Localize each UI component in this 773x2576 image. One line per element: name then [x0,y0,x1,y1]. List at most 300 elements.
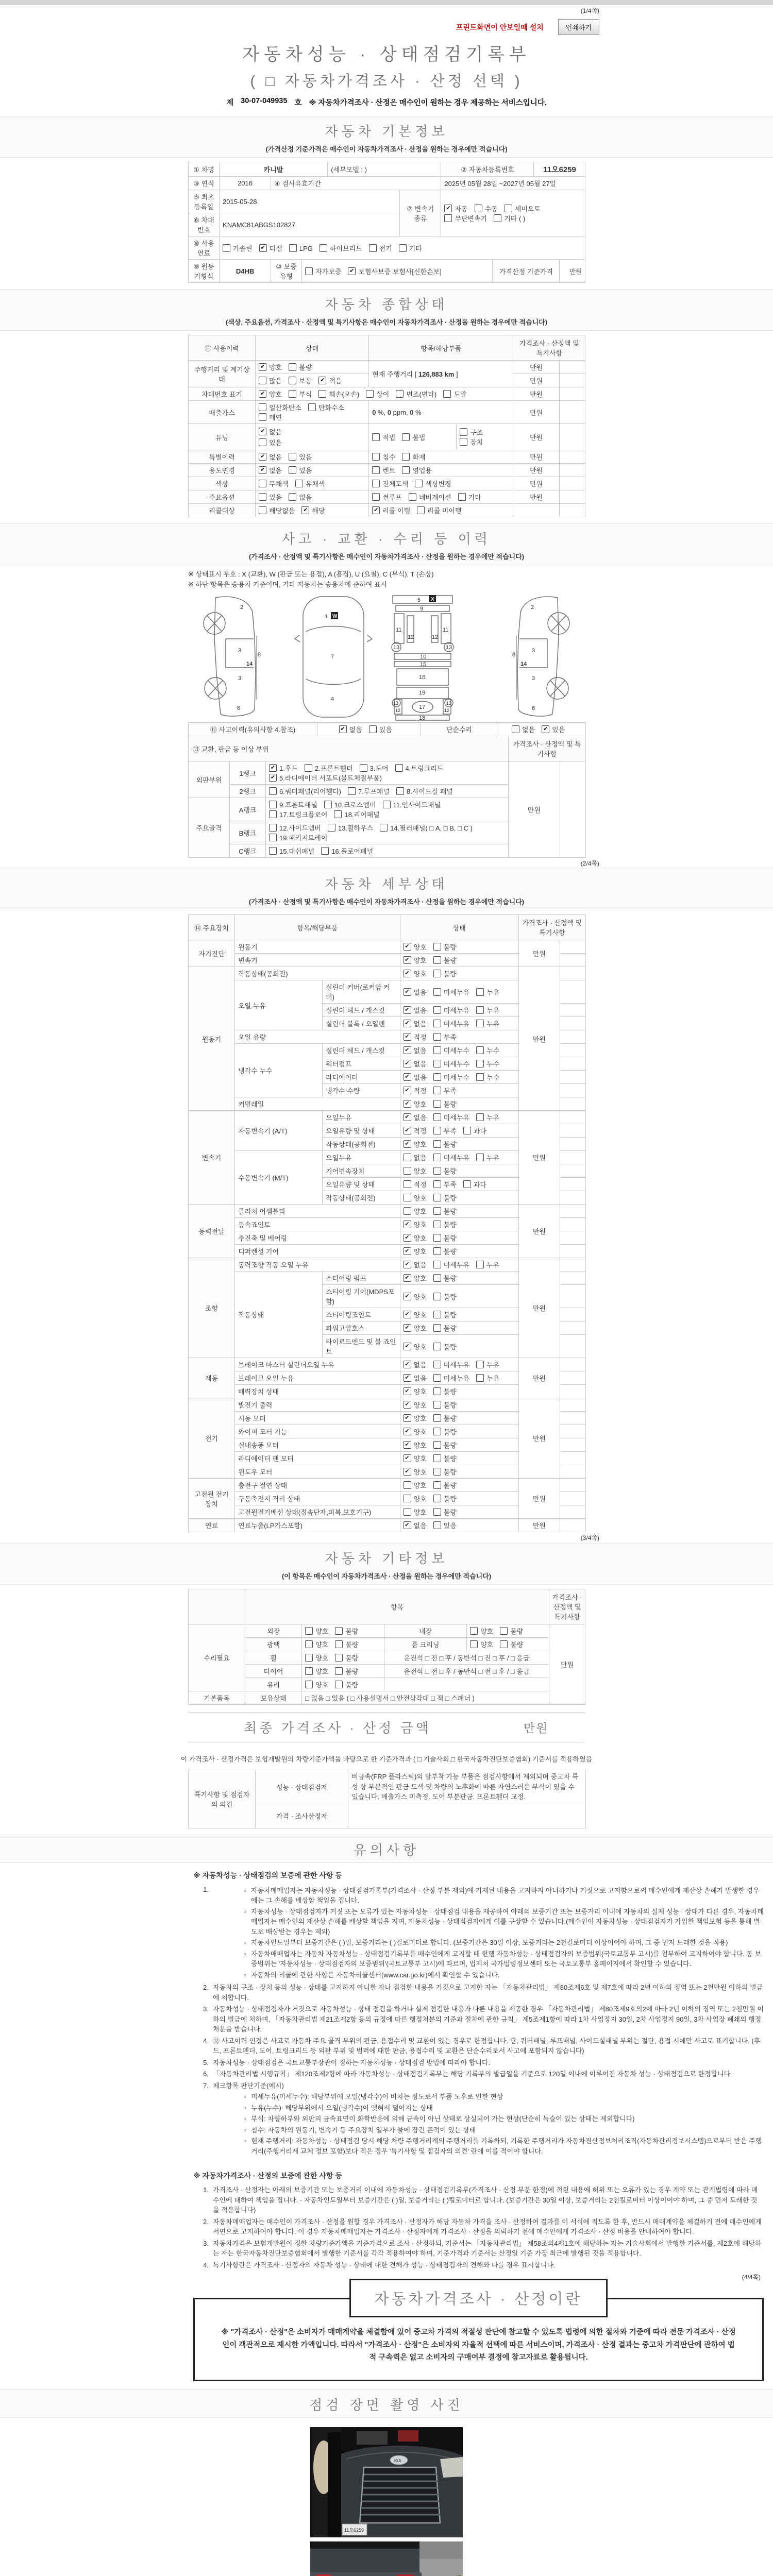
checkbox[interactable] [433,1428,441,1435]
checkbox[interactable]: ✔ [444,205,452,212]
checkbox[interactable] [433,1234,441,1242]
checkbox[interactable]: ✔ [404,1046,411,1054]
svg-text:14: 14 [520,661,527,667]
option-label: 적정 [413,1127,427,1135]
section-photos [0,2389,773,2418]
checkbox[interactable]: ✔ [318,377,326,384]
checkbox[interactable] [444,214,452,222]
checkbox[interactable]: ✔ [404,1140,411,1148]
checkbox[interactable] [433,1441,441,1449]
appraiser-label: 가격 · 조사산정자 [256,1804,348,1828]
checkbox[interactable]: ✔ [269,774,277,782]
checkbox[interactable] [433,956,441,964]
checkbox[interactable]: ✔ [259,244,267,252]
checkbox[interactable] [433,1261,441,1268]
checkbox[interactable] [433,1508,441,1516]
state-options [400,1285,518,1308]
svg-text:5: 5 [417,597,421,603]
checkbox[interactable] [463,1180,471,1188]
checkbox[interactable] [475,205,482,212]
fuel-label: ⑧ 사용연료 [189,236,220,260]
price-cell: 만원 [518,967,560,1111]
checkbox[interactable] [289,466,296,474]
option-label: 있음 [552,726,565,734]
checkbox[interactable] [404,1508,411,1516]
checkbox[interactable]: ✔ [404,1234,411,1242]
checkbox[interactable]: ✔ [404,1261,411,1268]
checkbox[interactable] [372,493,380,501]
checkbox[interactable] [259,377,266,384]
basic-items-label: 기본품목 [189,1691,245,1705]
checkbox[interactable]: ✔ [404,1324,411,1332]
checkbox[interactable] [433,1127,441,1134]
checkbox[interactable] [335,1627,343,1635]
checkbox[interactable] [433,1180,441,1188]
checkbox[interactable]: ✔ [404,943,411,951]
checkbox[interactable] [289,244,297,252]
reg-no-label: ② 자동차등록번호 [441,162,534,177]
checkbox[interactable] [402,453,410,461]
notice-text: 특기사항란은 가격조사 · 산정자의 자동차 성능 · 상태에 대한 견해가 성능 · 상태점검자의 견해와 다를 경우 표시합니다. [213,2261,556,2269]
checkbox[interactable] [433,1100,441,1108]
note-cell [560,1044,585,1057]
checkbox[interactable]: ✔ [404,988,411,996]
checkbox[interactable]: ✔ [404,970,411,977]
checkbox[interactable]: ✔ [404,1060,411,1067]
svg-text:13: 13 [446,645,452,651]
basic-info-table [188,162,585,283]
note-cell [560,1285,585,1308]
checkbox[interactable] [433,1073,441,1081]
checkbox[interactable] [500,1640,508,1648]
checkbox[interactable]: ✔ [404,1521,411,1529]
etc-item-text: 운전석 □ 전 □ 후 / 동반석 □ 전 □ 후 / □ 응급 [384,1665,549,1678]
checkbox[interactable] [433,1221,441,1228]
checkbox[interactable] [369,725,377,733]
etc-row [189,1665,585,1678]
checkbox[interactable] [443,390,451,398]
checkbox[interactable] [476,1073,484,1081]
checkbox[interactable]: ✔ [404,1343,411,1350]
checkbox[interactable] [372,433,380,441]
checkbox[interactable] [305,764,312,772]
notice-number: 4. [203,2261,209,2269]
state-options [400,1164,518,1178]
sub-item-label: 오일유량 및 상태 [323,1178,400,1191]
checkbox[interactable] [476,1374,484,1382]
option [328,823,373,833]
checkbox[interactable] [409,493,416,501]
option [433,1072,469,1082]
checkbox[interactable] [433,1387,441,1395]
option-label: 무단변속기 [455,214,488,223]
section-notices [0,1835,773,1863]
base-price-label: 가격산정 기준가격 [493,260,560,283]
usage-label: 차대번호 표기 [189,387,256,401]
checkbox[interactable] [334,810,342,818]
option [404,1386,427,1396]
checkbox[interactable] [305,1681,313,1688]
checkbox[interactable] [470,1627,478,1635]
checkbox[interactable] [476,1046,484,1054]
option-label: 양호 [413,1343,427,1351]
checkbox[interactable]: ✔ [404,1387,411,1395]
checkbox[interactable] [476,1006,484,1014]
checkbox[interactable]: ✔ [301,506,309,514]
checkbox[interactable]: ✔ [404,1127,411,1134]
checkbox[interactable]: ✔ [259,390,266,398]
option-label: 5.라디에이터 서포트(볼트체결부품) [279,774,382,782]
checkbox[interactable]: ✔ [404,1441,411,1449]
option [433,1400,457,1410]
option [443,389,466,399]
option [476,1260,499,1269]
checkbox[interactable] [320,244,327,252]
option [289,389,312,399]
option [396,389,436,399]
checkbox[interactable] [305,1667,313,1675]
option-label: 11.인사이드패널 [393,801,441,809]
checkbox[interactable] [433,1374,441,1382]
checkbox[interactable] [396,787,404,795]
checkbox[interactable] [433,1293,441,1300]
checkbox[interactable] [269,810,277,818]
item-label: 원동기 [235,940,400,954]
checkbox[interactable] [433,1020,441,1027]
option [404,1260,427,1269]
checkbox[interactable] [470,1640,478,1648]
checkbox[interactable] [259,506,266,514]
checkbox[interactable] [324,801,332,808]
checkbox[interactable] [269,801,277,808]
checkbox[interactable]: ✔ [404,1454,411,1462]
overall-row [189,424,585,450]
checkbox[interactable] [433,1324,441,1332]
option [433,1507,457,1517]
note-cell [560,1205,585,1218]
checkbox[interactable] [259,493,266,501]
note-cell [560,361,585,374]
option-label: 양호 [413,1442,427,1449]
item-label: 구동축전지 격리 상태 [235,1492,400,1505]
checkbox[interactable]: ✔ [542,725,549,733]
svg-text:X: X [431,597,434,602]
checkbox[interactable] [318,390,326,398]
checkbox[interactable]: ✔ [404,1100,411,1108]
option [404,1233,427,1243]
checkbox[interactable] [223,244,230,252]
svg-text:14: 14 [246,661,253,667]
option-label: 미세누유 [443,1261,469,1269]
checkbox[interactable] [404,1495,411,1502]
checkbox[interactable] [399,244,407,252]
checkbox[interactable] [433,1006,441,1014]
option [404,1112,427,1122]
state-cell [256,477,369,490]
checkbox[interactable] [404,1481,411,1489]
checkbox[interactable] [433,1113,441,1121]
checkbox[interactable] [404,1167,411,1175]
option [433,1179,457,1189]
device-label: 전기 [189,1398,235,1479]
option-label: 양호 [315,1654,329,1662]
checkbox[interactable] [305,1627,313,1635]
damage-mark-hood [331,612,338,619]
checkbox[interactable] [380,824,388,832]
checkbox[interactable] [269,834,277,841]
checkbox[interactable] [335,1681,343,1688]
checkbox[interactable] [335,1640,343,1648]
checkbox[interactable]: ✔ [404,1468,411,1476]
checkbox[interactable]: ✔ [259,466,266,474]
option-label: 불량 [345,1654,359,1662]
checkbox[interactable]: ✔ [404,1033,411,1041]
notice-text: 자동차의 구조 · 장치 등의 성능 · 상태를 고지하지 아니한 자나 점검한 내용을 거짓으로 고지한 자는 「자동차관리법」 제80조제6호 및 제7호에 따라 2년 이하의 징역 또는 2천만원 이하의 벌금에 처합니다. [213,1984,763,2002]
checkbox[interactable] [372,480,380,487]
item-label: 클러치 어셈블리 [235,1205,400,1218]
checkbox[interactable]: ✔ [404,1311,411,1318]
option [404,1166,427,1176]
checkbox[interactable]: ✔ [372,506,380,514]
option [360,763,389,773]
checkbox[interactable] [289,377,296,384]
checkbox[interactable] [305,267,313,275]
option [433,955,457,965]
checkbox[interactable] [476,1060,484,1067]
state-options [400,1030,518,1044]
option-label: 전기 [379,244,392,252]
doc-number: 30-07-049935 [241,97,288,105]
checkbox[interactable] [259,438,266,446]
checkbox[interactable]: ✔ [404,1401,411,1409]
checkbox[interactable] [402,433,410,441]
checkbox[interactable] [305,1640,313,1648]
notice-bullet: ▫ 자동차성능 · 상태점검자가 거짓 또는 오류가 있는 자동차성능 · 상태점검 내용을 제공하여 아래의 보증기간 또는 보증거리 이내에 자동차의 실제 성능 · 상태가 다른 경우, 자동차매매업자는 매수인의 재산상 손해를 배상할 책임을 지며, 자동차성능 · 상태점검자에게 이를 구상할 수 있습니다.(매수인이 자동차성능 · 상태점검자가 가입한 책임보험 등을 통해 별도로 배상받는 경우는 제외) [244,1907,764,1937]
checkbox[interactable] [476,988,484,996]
checkbox[interactable] [372,453,380,461]
checkbox[interactable] [476,1020,484,1027]
option [334,809,379,819]
checkbox[interactable] [433,1247,441,1255]
option [259,437,365,447]
checkbox[interactable] [308,403,316,411]
checkbox[interactable]: ✔ [259,428,266,435]
checkbox[interactable] [259,403,266,411]
note-cell [560,1138,585,1151]
note-cell [560,504,585,517]
option [433,1193,457,1202]
checkbox[interactable] [335,1654,343,1662]
option-label: 불량 [443,1248,457,1256]
checkbox[interactable] [433,1454,441,1462]
value-part: 0 [372,408,376,416]
checkbox[interactable]: ✔ [404,1006,411,1014]
checkbox[interactable] [433,1060,441,1067]
option [404,1072,427,1082]
checkbox[interactable] [460,438,467,446]
state-cell [457,424,513,450]
checkbox[interactable] [463,1127,471,1134]
detail-row [189,1358,586,1371]
checkbox[interactable]: ✔ [259,453,266,461]
checkbox[interactable]: ✔ [404,956,411,964]
checkbox[interactable] [289,453,296,461]
checkbox[interactable]: ✔ [404,1428,411,1435]
checkbox[interactable] [433,1274,441,1282]
notice-bullet: ▫ 부식: 차량하부와 외판의 금속표면이 화학반응에 의해 금속이 아닌 상태로 상실되어 가는 현상(단순히 녹슬어 있는 상태는 제외합니다) [244,2114,764,2124]
checkbox[interactable] [289,363,296,371]
checkbox[interactable] [404,1154,411,1161]
note-cell [560,1258,585,1272]
option [404,1507,427,1517]
checkbox[interactable] [369,244,377,252]
checkbox[interactable] [460,428,467,436]
option-label: 해당 [312,507,325,515]
checkbox[interactable] [433,1361,441,1368]
checkbox[interactable] [476,1154,484,1161]
checkbox[interactable]: ✔ [404,1247,411,1255]
checkbox[interactable] [295,480,303,487]
section-title: 자동차 종합상태 [325,297,448,312]
car-name-detail: (세부모델 : ) [328,162,441,177]
checkbox[interactable] [433,1311,441,1318]
option-label: 없음 [269,453,282,461]
note-cell [560,1479,585,1492]
checkbox[interactable]: ✔ [339,725,347,733]
checkbox[interactable] [433,1521,441,1529]
option-label: 과다 [473,1127,486,1135]
option [404,942,427,952]
checkbox[interactable] [433,1154,441,1161]
option [259,492,282,502]
checkbox[interactable] [269,847,277,855]
notice-block1-list [193,1885,764,2158]
checkbox[interactable] [269,787,277,795]
print-install-notice[interactable]: 프린트화면이 안보일때 설치 [456,23,544,31]
checkbox[interactable] [433,1207,441,1215]
checkbox[interactable] [417,506,425,514]
checkbox[interactable] [433,1401,441,1409]
checkbox[interactable] [433,1087,441,1094]
checkbox[interactable] [305,1654,313,1662]
checkbox[interactable] [328,824,335,832]
checkbox[interactable] [505,205,512,212]
option [295,479,325,488]
checkbox[interactable] [433,1414,441,1422]
checkbox[interactable] [372,466,380,474]
checkbox[interactable] [360,764,367,772]
checkbox[interactable]: ✔ [404,1374,411,1382]
print-button[interactable]: 인쇄하기 [558,19,599,35]
checkbox[interactable] [476,1261,484,1268]
checkbox[interactable] [433,988,441,996]
checkbox[interactable]: ✔ [404,1073,411,1081]
note-cell [560,1111,585,1124]
option [417,505,461,515]
checkbox[interactable]: ✔ [404,1221,411,1228]
checkbox[interactable] [259,480,266,487]
option [259,465,282,475]
checkbox[interactable]: ✔ [259,363,266,371]
checkbox[interactable]: ✔ [404,1274,411,1282]
checkbox[interactable]: ✔ [404,1020,411,1027]
option-label: 침수 [382,453,396,461]
checkbox[interactable] [366,390,374,398]
checkbox[interactable] [289,493,296,501]
option [404,1373,427,1383]
checkbox[interactable] [404,1207,411,1215]
checkbox[interactable] [433,943,441,951]
option [433,1166,457,1176]
checkbox[interactable] [433,1167,441,1175]
checkbox[interactable] [433,1495,441,1502]
checkbox[interactable] [458,493,466,501]
checkbox[interactable]: ✔ [348,267,356,275]
checkbox[interactable] [404,1194,411,1201]
checkbox[interactable] [433,1343,441,1350]
device-label: 고전원 전기장치 [189,1479,235,1519]
option [476,1373,499,1383]
checkbox[interactable] [433,1140,441,1148]
checkbox[interactable] [269,824,277,832]
checkbox[interactable] [395,764,403,772]
checkbox[interactable] [433,1033,441,1041]
checkbox[interactable] [512,725,519,733]
notice-item [193,1982,764,2003]
checkbox[interactable] [476,1361,484,1368]
checkbox[interactable]: ✔ [269,764,277,772]
option-label: 도말 [453,391,467,398]
checkbox[interactable] [433,970,441,977]
checkbox[interactable] [289,390,296,398]
checkbox[interactable]: ✔ [404,1414,411,1422]
checkbox[interactable] [396,390,404,398]
checkbox[interactable] [335,1667,343,1675]
state-cell [256,504,369,517]
checkbox[interactable] [476,1113,484,1121]
checkbox[interactable] [321,847,329,855]
checkbox[interactable] [500,1627,508,1635]
state-options [400,1505,518,1519]
checkbox[interactable] [433,1194,441,1201]
checkbox[interactable] [259,413,266,421]
option [433,942,457,952]
option [433,1520,457,1530]
checkbox[interactable] [433,1046,441,1054]
detail-row [189,967,586,980]
option [476,1045,499,1055]
checkbox[interactable]: ✔ [404,1361,411,1368]
checkbox[interactable] [494,214,501,222]
checkbox[interactable] [348,787,356,795]
option [404,1413,427,1423]
option-label: 전체도색 [382,480,409,488]
note-cell [560,1438,585,1452]
checkbox[interactable]: ✔ [404,1113,411,1121]
checkbox[interactable]: ✔ [404,1087,411,1094]
option [305,1639,328,1649]
value-part: 0 [387,408,392,416]
checkbox[interactable] [404,1180,411,1188]
option [308,402,344,412]
checkbox[interactable] [383,801,391,808]
checkbox[interactable] [433,1468,441,1476]
option-label: 미세누유 [443,1007,469,1014]
checkbox[interactable] [402,466,410,474]
checkbox[interactable]: ✔ [404,1293,411,1300]
checkbox[interactable] [433,1481,441,1489]
checkbox[interactable] [415,480,423,487]
